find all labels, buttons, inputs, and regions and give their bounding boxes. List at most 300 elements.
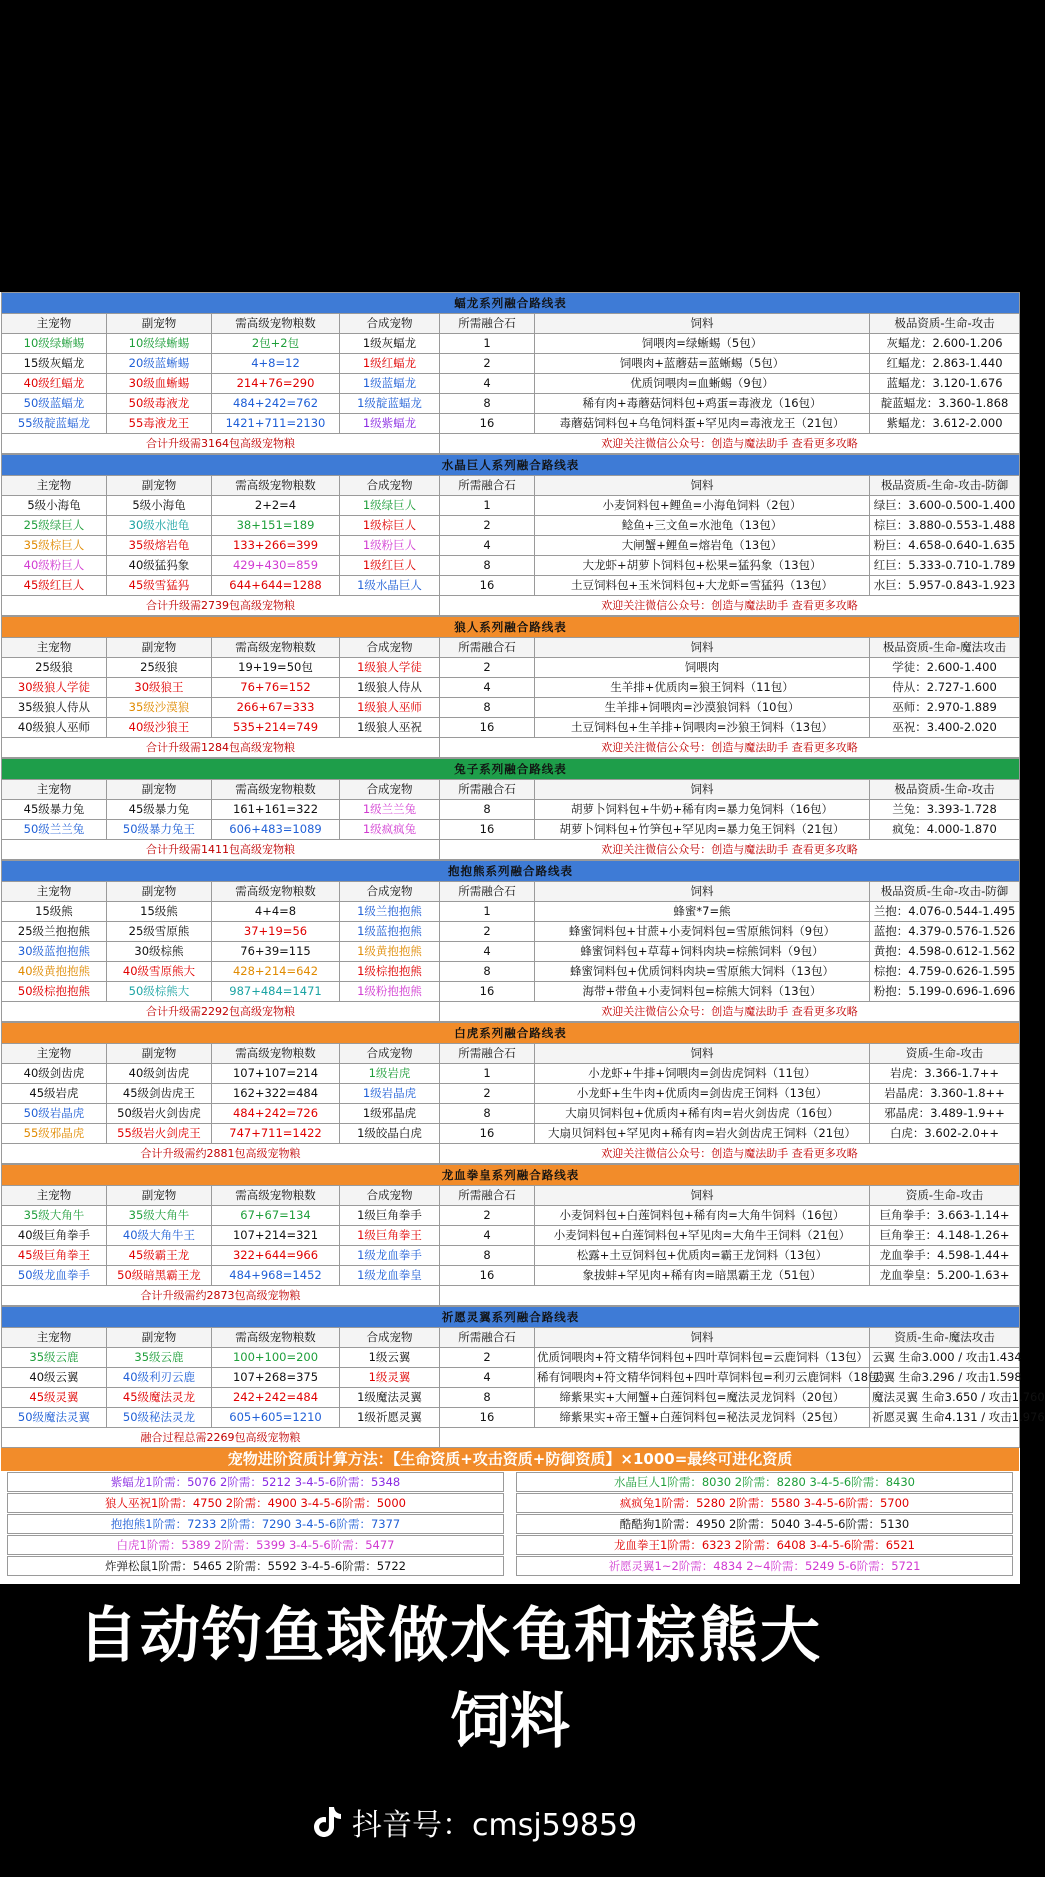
table-cell: 107+214=321 [212, 1226, 340, 1246]
column-header: 所需融合石 [440, 314, 535, 334]
summary-total: 合计升级需2292包高级宠物粮 [2, 1002, 440, 1022]
table-cell: 30级水池龟 [107, 516, 212, 536]
formula-row: 祈愿灵翼1~2阶需：4834 2~4阶需：5249 5-6阶需：5721 [516, 1556, 1013, 1576]
table-row [2, 1408, 1020, 1428]
table-row [2, 354, 1020, 374]
column-header: 副宠物 [107, 882, 212, 902]
column-header: 资质-生命-魔法攻击 [870, 1328, 1020, 1348]
table-cell: 1 [440, 334, 535, 354]
column-header: 所需融合石 [440, 882, 535, 902]
table-cell: 蜂蜜饲料包+优质饲料肉块=雪原熊大饲料（13包） [535, 962, 870, 982]
table-row [2, 516, 1020, 536]
table-cell: 35级沙漠狼 [107, 698, 212, 718]
table-cell: 大闸蟹+鲤鱼=熔岩龟（13包） [535, 536, 870, 556]
table-cell: 巨角拳王：4.148-1.26+ [870, 1226, 1020, 1246]
table-cell: 粉抱：5.199-0.696-1.696 [870, 982, 1020, 1002]
table-row [2, 496, 1020, 516]
table-row [2, 922, 1020, 942]
table-cell: 1级岩虎 [340, 1064, 440, 1084]
table-cell: 40级猛犸象 [107, 556, 212, 576]
summary-note [440, 1428, 1020, 1448]
table-cell: 1级疯疯兔 [340, 820, 440, 840]
table-cell: 35级狼人侍从 [2, 698, 107, 718]
column-header: 需高级宠物粮数 [212, 1186, 340, 1206]
table-cell: 40级沙狼王 [107, 718, 212, 738]
column-header: 合成宠物 [340, 780, 440, 800]
column-header: 极品资质-生命-攻击 [870, 314, 1020, 334]
table-row [2, 800, 1020, 820]
table-cell: 40级大角牛王 [107, 1226, 212, 1246]
formula-row: 酷酷狗1阶需：4950 2阶需：5040 3-4-5-6阶需：5130 [516, 1514, 1013, 1534]
summary-row [2, 1002, 1020, 1022]
header-row [2, 1044, 1020, 1064]
table-row [2, 1206, 1020, 1226]
summary-row [2, 1428, 1020, 1448]
table-cell: 岩虎：3.366-1.7++ [870, 1064, 1020, 1084]
watermark-text: 抖音号：cmsj59859 [352, 1808, 638, 1843]
table-cell: 50级秘法灵龙 [107, 1408, 212, 1428]
column-header: 所需融合石 [440, 638, 535, 658]
table-cell: 绿巨：3.600-0.500-1.400 [870, 496, 1020, 516]
table-cell: 15级灰蝠龙 [2, 354, 107, 374]
table-cell: 55级岩火剑虎王 [107, 1124, 212, 1144]
table-row [2, 556, 1020, 576]
table-cell: 45级剑齿虎王 [107, 1084, 212, 1104]
table-cell: 19+19=50包 [212, 658, 340, 678]
column-header: 合成宠物 [340, 476, 440, 496]
table-cell: 50级岩火剑齿虎 [107, 1104, 212, 1124]
table-cell: 1级魔法灵翼 [340, 1388, 440, 1408]
column-header: 需高级宠物粮数 [212, 476, 340, 496]
summary-note: 欢迎关注微信公众号：创造与魔法助手 查看更多攻略 [440, 738, 1020, 758]
table-cell: 133+266=399 [212, 536, 340, 556]
table-cell: 50级毒液龙 [107, 394, 212, 414]
column-header: 饲料 [535, 780, 870, 800]
table-cell: 优质饲喂肉+符文精华饲料包+四叶草饲料包=云鹿饲料（13包） [535, 1348, 870, 1368]
header-row [2, 476, 1020, 496]
column-header: 合成宠物 [340, 882, 440, 902]
table-cell: 4 [440, 536, 535, 556]
table-cell: 1级狼人巫师 [340, 698, 440, 718]
table-cell: 松露+土豆饲料包+优质肉=霸王龙饲料（13包） [535, 1246, 870, 1266]
table-cell: 灰蝠龙：2.600-1.206 [870, 334, 1020, 354]
summary-row [2, 840, 1020, 860]
formula-row: 炸弹松鼠1阶需：5465 2阶需：5592 3-4-5-6阶需：5722 [7, 1556, 504, 1576]
section-title: 白虎系列融合路线表 [2, 1023, 1020, 1044]
table-row [2, 698, 1020, 718]
summary-total: 合计升级需1284包高级宠物粮 [2, 738, 440, 758]
column-header: 需高级宠物粮数 [212, 1328, 340, 1348]
column-header: 需高级宠物粮数 [212, 1044, 340, 1064]
table-cell: 35级云鹿 [107, 1348, 212, 1368]
table-cell: 1级龙血拳手 [340, 1246, 440, 1266]
route-table [1, 1164, 1020, 1306]
table-cell: 土豆饲料包+生羊排+饲喂肉=沙狼王饲料（13包） [535, 718, 870, 738]
fusion-route-sheet [0, 292, 1045, 1584]
table-cell: 38+151=189 [212, 516, 340, 536]
table-cell: 4+8=12 [212, 354, 340, 374]
column-header: 副宠物 [107, 314, 212, 334]
table-cell: 10级绿蜥蜴 [2, 334, 107, 354]
table-cell: 35级棕巨人 [2, 536, 107, 556]
table-cell: 1级靛蓝蝠龙 [340, 394, 440, 414]
formula-row: 疯疯兔1阶需：5280 2阶需：5580 3-4-5-6阶需：5700 [516, 1493, 1013, 1513]
table-cell: 蓝蝠龙：3.120-1.676 [870, 374, 1020, 394]
table-cell: 4 [440, 942, 535, 962]
table-cell: 1级水晶巨人 [340, 576, 440, 596]
column-header: 资质-生命-攻击 [870, 1044, 1020, 1064]
column-header: 极品资质-生命-魔法攻击 [870, 638, 1020, 658]
header-row [2, 882, 1020, 902]
table-row [2, 576, 1020, 596]
tiktok-icon [312, 1805, 342, 1839]
column-header: 副宠物 [107, 638, 212, 658]
table-cell: 8 [440, 698, 535, 718]
table-cell: 红巨：5.333-0.710-1.789 [870, 556, 1020, 576]
table-cell: 35级熔岩龟 [107, 536, 212, 556]
table-cell: 1级粉巨人 [340, 536, 440, 556]
summary-note: 欢迎关注微信公众号：创造与魔法助手 查看更多攻略 [440, 1002, 1020, 1022]
table-cell: 4 [440, 1226, 535, 1246]
header-row [2, 1328, 1020, 1348]
table-cell: 50级棕抱抱熊 [2, 982, 107, 1002]
table-cell: 40级雪原熊大 [107, 962, 212, 982]
table-row [2, 942, 1020, 962]
table-cell: 大扇贝饲料包+罕见肉+稀有肉=岩火剑齿虎王饲料（21包） [535, 1124, 870, 1144]
table-cell: 25级狼 [2, 658, 107, 678]
table-row [2, 1388, 1020, 1408]
table-cell: 土豆饲料包+玉米饲料包+大龙虾=雪猛犸（13包） [535, 576, 870, 596]
table-cell: 16 [440, 1266, 535, 1286]
table-cell: 1级云翼 [340, 1348, 440, 1368]
section-title: 蝠龙系列融合路线表 [2, 293, 1020, 314]
table-cell: 16 [440, 982, 535, 1002]
table-cell: 巫祝：3.400-2.020 [870, 718, 1020, 738]
table-cell: 30级血蜥蜴 [107, 374, 212, 394]
table-cell: 30级狼王 [107, 678, 212, 698]
table-cell: 兰抱：4.076-0.544-1.495 [870, 902, 1020, 922]
summary-note: 欢迎关注微信公众号：创造与魔法助手 查看更多攻略 [440, 434, 1020, 454]
table-row [2, 1368, 1020, 1388]
route-table [1, 1306, 1045, 1448]
summary-total: 融合过程总需2269包高级宠物粮 [2, 1428, 440, 1448]
table-cell: 45级暴力兔 [2, 800, 107, 820]
table-cell: 50级棕熊大 [107, 982, 212, 1002]
table-cell: 大龙虾+胡萝卜饲料包+松果=猛犸象（13包） [535, 556, 870, 576]
table-row [2, 1246, 1020, 1266]
table-cell: 50级蓝蝠龙 [2, 394, 107, 414]
table-cell: 8 [440, 394, 535, 414]
table-row [2, 902, 1020, 922]
table-cell: 靛蓝蝠龙：3.360-1.868 [870, 394, 1020, 414]
table-cell: 1 [440, 1064, 535, 1084]
column-header: 需高级宠物粮数 [212, 882, 340, 902]
table-row [2, 374, 1020, 394]
table-cell: 8 [440, 962, 535, 982]
table-cell: 2 [440, 1084, 535, 1104]
table-cell: 海带+带鱼+小麦饲料包=棕熊大饲料（13包） [535, 982, 870, 1002]
column-header: 主宠物 [2, 1328, 107, 1348]
table-cell: 16 [440, 414, 535, 434]
table-cell: 644+644=1288 [212, 576, 340, 596]
table-row [2, 334, 1020, 354]
table-cell: 25级狼 [107, 658, 212, 678]
column-header: 饲料 [535, 638, 870, 658]
douyin-watermark [312, 1800, 637, 1844]
table-cell: 605+605=1210 [212, 1408, 340, 1428]
caption-line-2: 饲料 [450, 1687, 570, 1757]
column-header: 合成宠物 [340, 1044, 440, 1064]
table-cell: 45级暴力兔 [107, 800, 212, 820]
table-cell: 25级绿巨人 [2, 516, 107, 536]
table-cell: 8 [440, 556, 535, 576]
formula-section [1, 1448, 1019, 1577]
table-cell: 45级巨角拳王 [2, 1246, 107, 1266]
column-header: 饲料 [535, 1186, 870, 1206]
summary-row [2, 596, 1020, 616]
table-cell: 8 [440, 1104, 535, 1124]
table-cell: 987+484=1471 [212, 982, 340, 1002]
table-cell: 4 [440, 374, 535, 394]
table-cell: 50级龙血拳手 [2, 1266, 107, 1286]
table-cell: 4+4=8 [212, 902, 340, 922]
route-table [1, 860, 1020, 1022]
table-cell: 粉巨：4.658-0.640-1.635 [870, 536, 1020, 556]
table-cell: 8 [440, 1388, 535, 1408]
table-cell: 747+711=1422 [212, 1124, 340, 1144]
table-cell: 1级兰抱抱熊 [340, 902, 440, 922]
table-cell: 龙血拳皇：5.200-1.63+ [870, 1266, 1020, 1286]
table-cell: 55毒液龙王 [107, 414, 212, 434]
table-cell: 1级紫蝠龙 [340, 414, 440, 434]
table-cell: 稀有饲喂肉+符文精华饲料包+四叶草饲料包=利刃云鹿饲料（18包） [535, 1368, 870, 1388]
column-header: 主宠物 [2, 314, 107, 334]
table-cell: 50级魔法灵翼 [2, 1408, 107, 1428]
table-cell: 缔紫果实+帝王蟹+白莲饲料包=秘法灵龙饲料（25包） [535, 1408, 870, 1428]
route-table [1, 758, 1020, 860]
table-cell: 5级小海龟 [107, 496, 212, 516]
column-header: 所需融合石 [440, 780, 535, 800]
table-cell: 1级绿巨人 [340, 496, 440, 516]
table-cell: 55级靛蓝蝠龙 [2, 414, 107, 434]
column-header: 副宠物 [107, 1044, 212, 1064]
table-cell: 1级巨角拳手 [340, 1206, 440, 1226]
table-cell: 50级兰兰兔 [2, 820, 107, 840]
table-cell: 缔紫果实+大闸蟹+白莲饲料包=魔法灵龙饲料（20包） [535, 1388, 870, 1408]
table-cell: 1级岩晶虎 [340, 1084, 440, 1104]
column-header: 主宠物 [2, 1044, 107, 1064]
table-cell: 1级粉抱抱熊 [340, 982, 440, 1002]
table-row [2, 820, 1020, 840]
table-cell: 鲶鱼+三文鱼=水池龟（13包） [535, 516, 870, 536]
table-cell: 水巨：5.957-0.843-1.923 [870, 576, 1020, 596]
table-cell: 2包+2包 [212, 334, 340, 354]
summary-total: 合计升级需1411包高级宠物粮 [2, 840, 440, 860]
table-cell: 小龙虾+牛排+饲喂肉=剑齿虎饲料（11包） [535, 1064, 870, 1084]
table-cell: 棕巨：3.880-0.553-1.488 [870, 516, 1020, 536]
table-cell: 35级云鹿 [2, 1348, 107, 1368]
table-cell: 10级绿蜥蜴 [107, 334, 212, 354]
table-cell: 25级兰抱抱熊 [2, 922, 107, 942]
table-cell: 2 [440, 1206, 535, 1226]
table-cell: 30级蓝抱抱熊 [2, 942, 107, 962]
column-header: 饲料 [535, 1044, 870, 1064]
table-cell: 象拔蚌+罕见肉+稀有肉=暗黑霸王龙（51包） [535, 1266, 870, 1286]
table-cell: 16 [440, 718, 535, 738]
table-cell: 107+107=214 [212, 1064, 340, 1084]
table-cell: 侍从：2.727-1.600 [870, 678, 1020, 698]
table-cell: 76+39=115 [212, 942, 340, 962]
table-cell: 40级剑齿虎 [2, 1064, 107, 1084]
table-cell: 疯兔：4.000-1.870 [870, 820, 1020, 840]
table-cell: 50级岩晶虎 [2, 1104, 107, 1124]
table-cell: 30级棕熊 [107, 942, 212, 962]
formula-row: 狼人巫祝1阶需：4750 2阶需：4900 3-4-5-6阶需：5000 [7, 1493, 504, 1513]
table-cell: 巨角拳手：3.663-1.14+ [870, 1206, 1020, 1226]
column-header: 饲料 [535, 314, 870, 334]
column-header: 需高级宠物粮数 [212, 780, 340, 800]
summary-row [2, 738, 1020, 758]
table-row [2, 1104, 1020, 1124]
summary-total: 合计升级需约2881包高级宠物粮 [2, 1144, 440, 1164]
table-cell: 35级大角牛 [107, 1206, 212, 1226]
table-cell: 黄抱：4.598-0.612-1.562 [870, 942, 1020, 962]
table-cell: 45级雪猛犸 [107, 576, 212, 596]
table-cell: 学徒：2.600-1.400 [870, 658, 1020, 678]
table-cell: 428+214=642 [212, 962, 340, 982]
table-cell: 242+242=484 [212, 1388, 340, 1408]
column-header: 主宠物 [2, 476, 107, 496]
summary-total: 合计升级需3164包高级宠物粮 [2, 434, 440, 454]
table-cell: 2+2=4 [212, 496, 340, 516]
table-cell: 25级雪原熊 [107, 922, 212, 942]
column-header: 合成宠物 [340, 1328, 440, 1348]
table-cell: 266+67=333 [212, 698, 340, 718]
column-header: 饲料 [535, 882, 870, 902]
table-cell: 魔法灵翼 生命3.650 / 攻击1.760 [870, 1388, 1020, 1408]
column-header: 合成宠物 [340, 314, 440, 334]
table-cell: 蜂蜜饲料包+甘蔗+小麦饲料包=雪原熊饲料（9包） [535, 922, 870, 942]
table-cell: 40级剑齿虎 [107, 1064, 212, 1084]
route-table [1, 454, 1020, 616]
table-cell: 4 [440, 678, 535, 698]
table-cell: 107+268=375 [212, 1368, 340, 1388]
table-cell: 45级霸王龙 [107, 1246, 212, 1266]
table-row [2, 962, 1020, 982]
video-caption [0, 1598, 1020, 1760]
table-cell: 40级狼人巫师 [2, 718, 107, 738]
formula-row: 白虎1阶需：5389 2阶需：5399 3-4-5-6阶需：5477 [7, 1535, 504, 1555]
column-header: 主宠物 [2, 1186, 107, 1206]
table-cell: 1 [440, 902, 535, 922]
table-cell: 胡萝卜饲料包+牛奶+稀有肉=暴力兔饲料（16包） [535, 800, 870, 820]
table-cell: 1级兰兰兔 [340, 800, 440, 820]
summary-row [2, 1144, 1020, 1164]
table-row [2, 982, 1020, 1002]
section-title: 龙血拳皇系列融合路线表 [2, 1165, 1020, 1186]
table-cell: 50级暴力兔王 [107, 820, 212, 840]
column-header: 副宠物 [107, 1186, 212, 1206]
table-cell: 35级大角牛 [2, 1206, 107, 1226]
table-row [2, 414, 1020, 434]
table-cell: 4 [440, 1368, 535, 1388]
table-cell: 45级灵翼 [2, 1388, 107, 1408]
table-cell: 1级皎晶白虎 [340, 1124, 440, 1144]
table-cell: 30级狼人学徒 [2, 678, 107, 698]
summary-note: 欢迎关注微信公众号：创造与魔法助手 查看更多攻略 [440, 596, 1020, 616]
table-row [2, 1266, 1020, 1286]
table-cell: 龙血拳手：4.598-1.44+ [870, 1246, 1020, 1266]
table-cell: 1级狼人巫祝 [340, 718, 440, 738]
table-cell: 484+968=1452 [212, 1266, 340, 1286]
table-cell: 胡萝卜饲料包+竹笋包+罕见肉=暴力兔王饲料（21包） [535, 820, 870, 840]
route-table [1, 292, 1020, 454]
table-cell: 小麦饲料包+白莲饲料包+稀有肉=大角牛饲料（16包） [535, 1206, 870, 1226]
header-row [2, 780, 1020, 800]
column-header: 饲料 [535, 1328, 870, 1348]
table-cell: 1级狼人侍从 [340, 678, 440, 698]
table-cell: 2 [440, 658, 535, 678]
table-cell: 45级红巨人 [2, 576, 107, 596]
table-cell: 606+483=1089 [212, 820, 340, 840]
table-cell: 55级邪晶虎 [2, 1124, 107, 1144]
section-title: 祈愿灵翼系列融合路线表 [2, 1307, 1020, 1328]
summary-row [2, 434, 1020, 454]
table-cell: 饲喂肉+蓝蘑菇=蓝蜥蜴（5包） [535, 354, 870, 374]
formula-title: 宠物进阶资质计算方法：【生命资质+攻击资质+防御资质】×1000=最终可进化资质 [1, 1448, 1019, 1471]
table-row [2, 536, 1020, 556]
table-cell: 484+242=726 [212, 1104, 340, 1124]
table-cell: 1级灰蝠龙 [340, 334, 440, 354]
table-cell: 37+19=56 [212, 922, 340, 942]
formula-column-left [1, 1471, 510, 1577]
table-cell: 322+644=966 [212, 1246, 340, 1266]
formula-row: 龙血拳王1阶需：6323 2阶需：6408 3-4-5-6阶需：6521 [516, 1535, 1013, 1555]
column-header: 合成宠物 [340, 1186, 440, 1206]
formula-row: 紫蝠龙1阶需：5076 2阶需：5212 3-4-5-6阶需：5348 [7, 1472, 504, 1492]
column-header: 极品资质-生命-攻击-防御 [870, 476, 1020, 496]
table-cell: 白虎：3.602-2.0++ [870, 1124, 1020, 1144]
column-header: 饲料 [535, 476, 870, 496]
column-header: 副宠物 [107, 780, 212, 800]
table-cell: 15级熊 [107, 902, 212, 922]
table-cell: 岩晶虎：3.360-1.8++ [870, 1084, 1020, 1104]
table-cell: 祈愿灵翼 生命4.131 / 攻击1.976 [870, 1408, 1020, 1428]
section-title: 狼人系列融合路线表 [2, 617, 1020, 638]
column-header: 主宠物 [2, 882, 107, 902]
table-cell: 1级巨角拳王 [340, 1226, 440, 1246]
table-cell: 76+76=152 [212, 678, 340, 698]
column-header: 极品资质-生命-攻击-防御 [870, 882, 1020, 902]
column-header: 主宠物 [2, 638, 107, 658]
table-cell: 40级巨角拳手 [2, 1226, 107, 1246]
table-cell: 1级龙血拳皇 [340, 1266, 440, 1286]
table-cell: 214+76=290 [212, 374, 340, 394]
table-cell: 45级魔法灵龙 [107, 1388, 212, 1408]
formula-column-right [510, 1471, 1019, 1577]
table-row [2, 658, 1020, 678]
table-cell: 1级蓝蝠龙 [340, 374, 440, 394]
section-title: 水晶巨人系列融合路线表 [2, 455, 1020, 476]
table-cell: 162+322=484 [212, 1084, 340, 1104]
table-cell: 1级红巨人 [340, 556, 440, 576]
table-cell: 稀有肉+毒蘑菇饲料包+鸡蛋=毒液龙（16包） [535, 394, 870, 414]
table-cell: 1级蓝抱抱熊 [340, 922, 440, 942]
table-cell: 优质饲喂肉=血蜥蜴（9包） [535, 374, 870, 394]
table-cell: 45级岩虎 [2, 1084, 107, 1104]
summary-total: 合计升级需约2873包高级宠物粮 [2, 1286, 440, 1306]
column-header: 副宠物 [107, 1328, 212, 1348]
